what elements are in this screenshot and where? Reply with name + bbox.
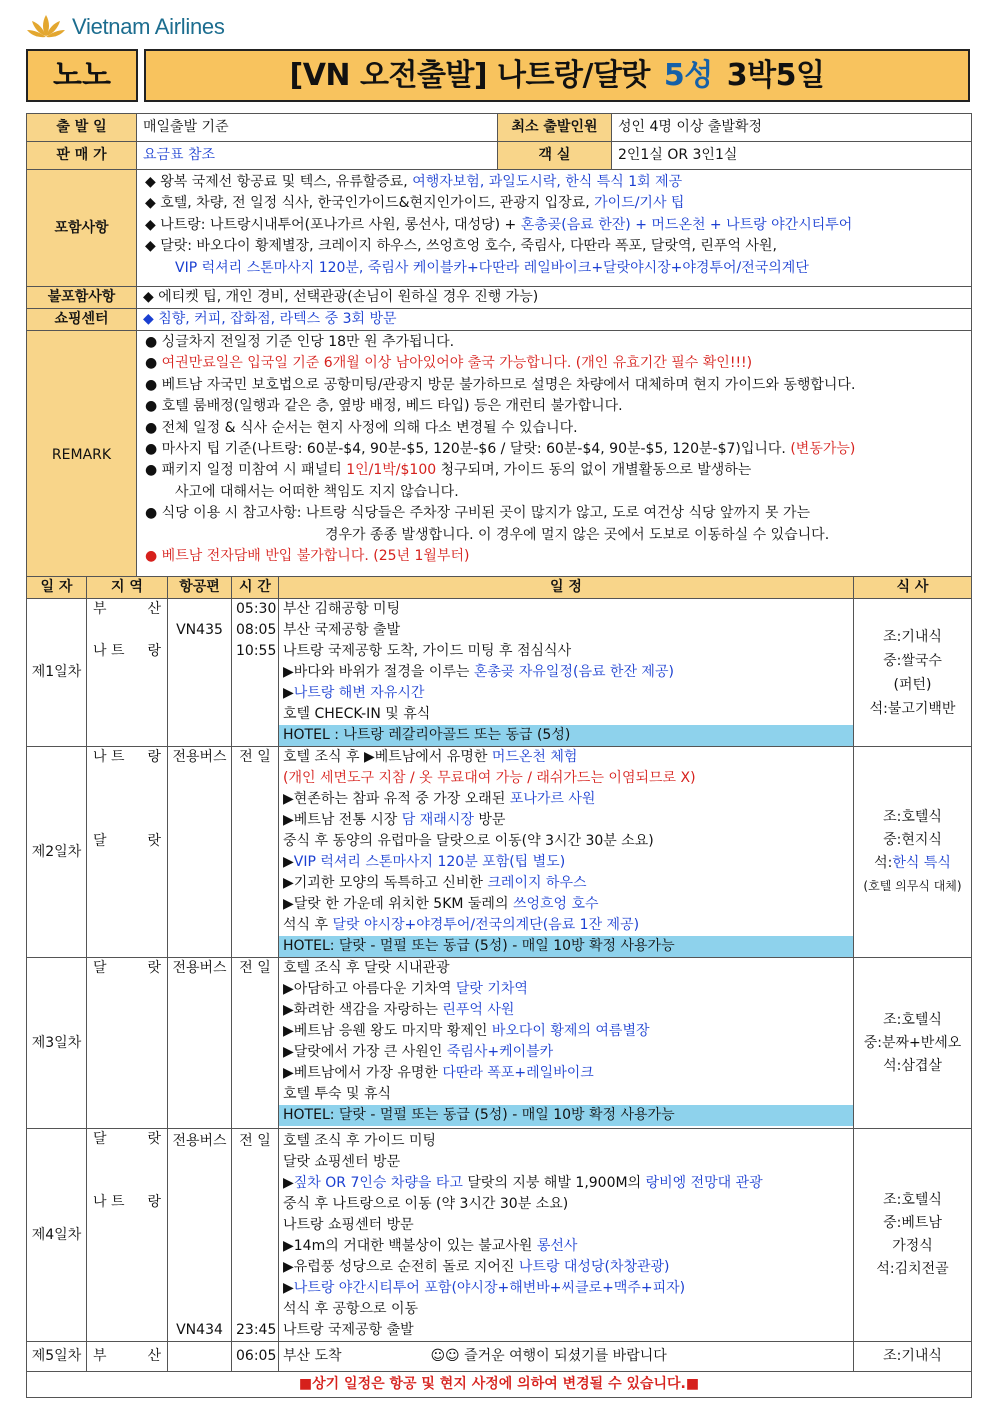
departure-label: 출 발 일 bbox=[27, 114, 137, 142]
excluded-value: ◆ 에티켓 팁, 개인 경비, 선택관광(손님이 원하실 경우 진행 가능) bbox=[137, 287, 972, 309]
day-itinerary: 호텔 조식 후 가이드 미팅 달랏 쇼핑센터 방문 ▶짚차 OR 7인승 차량을 타고 달랏의 지붕 해발 1,900M의 랑비엥 전망대 관광 중식 후 나트랑으로 이동 (약 3시간 30분 소요) 나트랑 쇼핑센터 방문 ▶14m의 거대한 백불상이 있는 불교사원 롱선사 ▶유럽풍 성당으로 순전히 돌로 지어진 나트랑 대성당(차창관광) ▶나트랑 야간시티투어 포함(야시장+해변바+씨클로+맥주+피자) 석식 후 공항으로 이동 나트랑 국제공항 출발 bbox=[279, 1129, 854, 1342]
day-row bbox=[27, 1342, 972, 1372]
shopping-label: 쇼핑센터 bbox=[27, 309, 137, 331]
schedule-table bbox=[26, 576, 972, 1398]
day-times: 전 일 23:45 bbox=[232, 1129, 279, 1342]
day-flight: 전용버스 bbox=[168, 747, 232, 958]
included-extra: VIP 럭셔리 스톤마사지 120분, 죽림사 케이블카+다딴라 레일바이크+달랏야시장+야경투어/전국의계단 bbox=[175, 259, 809, 276]
day-meals: 조:호텔식 중:현지식 석:한식 특식 (호텔 의무식 대체) bbox=[854, 747, 972, 958]
day-meals: 조:기내식 bbox=[854, 1342, 972, 1372]
col-time: 시 간 bbox=[232, 577, 279, 599]
day-row bbox=[27, 958, 972, 1129]
day-meals: 조:호텔식 중:베트남 가정식 석:김치전골 bbox=[854, 1129, 972, 1342]
remark-item: ● 싱글차지 전일정 기준 인당 18만 원 추가됩니다. bbox=[145, 334, 455, 350]
remark-item: ● 베트남 자국민 보호법으로 공항미팅/관광지 방문 불가하므로 설명은 차량에서 대체하며 현지 가이드와 동행합니다. bbox=[145, 376, 856, 393]
schedule-header-row bbox=[27, 577, 972, 599]
remark-continuation: 사고에 대해서는 어떠한 책임도 지지 않습니다. bbox=[175, 483, 459, 500]
day-row bbox=[27, 747, 972, 958]
info-table bbox=[26, 113, 972, 580]
day-meals: 조:기내식 중:쌀국수 (퍼턴) 석:불고기백반 bbox=[854, 599, 972, 747]
day-region: 부 산 나 트 랑 bbox=[87, 599, 168, 747]
min-people-label: 최소 출발인원 bbox=[498, 114, 612, 142]
day-label: 제2일차 bbox=[27, 747, 87, 958]
included-item: ◆ 달랏: 바오다이 황제별장, 크레이지 하우스, 쓰엉흐엉 호수, 죽림사, 다딴라 폭포, 달랏역, 린푸억 사원, bbox=[145, 238, 777, 255]
col-region: 지 역 bbox=[87, 577, 168, 599]
day-flight: VN435 bbox=[168, 599, 232, 747]
day-row bbox=[27, 1129, 972, 1342]
title-prefix: [VN 오전출발] 나트랑/달랏 bbox=[289, 57, 650, 93]
hotel-bar: HOTEL : 나트랑 레갈리아골드 또는 동급 (5성) bbox=[279, 725, 854, 746]
shopping-value: ◆ 침향, 커피, 잡화점, 라텍스 중 3회 방문 bbox=[137, 309, 972, 331]
day-flight bbox=[168, 1342, 232, 1372]
col-day: 일 자 bbox=[27, 577, 87, 599]
included-list bbox=[137, 170, 972, 287]
room-label: 객 실 bbox=[498, 142, 612, 170]
day-label: 제1일차 bbox=[27, 599, 87, 747]
day-label: 제5일차 bbox=[27, 1342, 87, 1372]
farewell-text: ☺☺ 즐거운 여행이 되셨기를 바랍니다 bbox=[430, 1348, 667, 1365]
title-suffix: 3박5일 bbox=[726, 57, 825, 93]
day-times: 06:05 bbox=[232, 1342, 279, 1372]
day-times: 전 일 bbox=[232, 747, 279, 958]
remark-item: ● 식당 이용 시 참고사항: 나트랑 식당들은 주차장 구비된 곳이 많지가 않고, 도로 여건상 식당 앞까지 못 가는 bbox=[145, 505, 811, 522]
day-itinerary: 부산 김해공항 미팅 부산 국제공항 출발 나트랑 국제공항 도착, 가이드 미팅 후 점심식사 ▶바다와 바위가 절경을 이루는 혼총곶 자유일정(음료 한잔 제공) ▶나트랑 해변 자유시간 호텔 CHECK-IN 및 휴식 HOTEL : 나트랑 레갈리아골드 또는 동급 (5성) bbox=[279, 599, 854, 747]
included-item: ◆ 왕복 국제선 항공료 및 텍스, 유류할증료, 여행자보험, 과일도시락, 한식 특식 1회 제공 bbox=[145, 174, 683, 190]
day-itinerary: 호텔 조식 후 ▶베트남에서 유명한 머드온천 체험 (개인 세면도구 지참 / 옷 무료대여 가능 / 래쉬가드는 이염되므로 X) ▶현존하는 참파 유적 중 가장 오래된 포나가르 사원 ▶베트남 전통 시장 담 재래시장 방문 중식 후 동양의 유럽마을 달랏으로 이동(약 3시간 30분 소요) ▶VIP 럭셔리 스톤마사지 120분 포함(팁 별도) ▶기괴한 모양의 독특하고 신비한 크레이지 하우스 ▶달랏 한 가운데 위치한 5KM 둘레의 쓰엉흐엉 호수 석식 후 달랏 야시장+야경투어/전국의계단(음료 1잔 제공) HOTEL: 달랏 - 멀펄 또는 동급 (5성) - 매일 10방 확정 사용가능 bbox=[279, 747, 854, 958]
hotel-bar: HOTEL: 달랏 - 멀펄 또는 동급 (5성) - 매일 10방 확정 사용가능 bbox=[279, 936, 853, 957]
schedule-footer-notice: ■상기 일정은 항공 및 현지 사정에 의하여 변경될 수 있습니다.■ bbox=[27, 1372, 972, 1398]
room-value: 2인1실 OR 3인1실 bbox=[612, 142, 972, 170]
day-region: 부 산 bbox=[87, 1342, 168, 1372]
vietnam-airlines-logo bbox=[26, 10, 225, 44]
hotel-bar: HOTEL: 달랏 - 멀펄 또는 동급 (5성) - 매일 10방 확정 사용가능 bbox=[279, 1105, 853, 1126]
remark-item: ● 여권만료일은 입국일 기준 6개월 이상 남아있어야 출국 가능합니다. (개인 유효기간 필수 확인!!!) bbox=[145, 355, 753, 372]
tour-header bbox=[26, 49, 970, 102]
product-badge: 노노 bbox=[26, 49, 138, 102]
lotus-icon bbox=[26, 12, 66, 42]
remark-item: ● 전체 일정 & 식사 순서는 현지 사정에 의해 다소 변경될 수 있습니다. bbox=[145, 419, 578, 436]
included-item: ◆ 나트랑: 나트랑시내투어(포나가르 사원, 롱선사, 대성당) + 혼총곶(음료 한잔) + 머드온천 + 나트랑 야간시티투어 bbox=[145, 216, 853, 233]
day-region: 달 랏 bbox=[87, 958, 168, 1129]
departure-value: 매일출발 기준 bbox=[137, 114, 498, 142]
day-flight: 전용버스 bbox=[168, 958, 232, 1129]
tour-title bbox=[144, 49, 970, 102]
day-flight: 전용버스 VN434 bbox=[168, 1129, 232, 1342]
remark-item: ● 패키지 일정 미참여 시 패널티 1인/1박/$100 청구되며, 가이드 동의 없이 개별활동으로 발생하는 bbox=[145, 462, 752, 479]
title-accent: 5성 bbox=[663, 57, 713, 93]
remark-item: ● 베트남 전자담배 반입 불가합니다. (25년 1월부터) bbox=[145, 547, 470, 564]
day-label: 제3일차 bbox=[27, 958, 87, 1129]
min-people-value: 성인 4명 이상 출발확정 bbox=[612, 114, 972, 142]
col-flight: 항공편 bbox=[168, 577, 232, 599]
day-meals: 조:호텔식 중:분짜+반세오 석:삼겹살 bbox=[854, 958, 972, 1129]
price-label: 판 매 가 bbox=[27, 142, 137, 170]
remark-label: REMARK bbox=[27, 331, 137, 580]
remark-list bbox=[137, 331, 972, 580]
remark-continuation: 경우가 종종 발생합니다. 이 경우에 멀지 않은 곳에서 도보로 이동하실 수 있습니다. bbox=[325, 526, 830, 543]
price-value: 요금표 참조 bbox=[137, 142, 498, 170]
col-meal: 식 사 bbox=[854, 577, 972, 599]
col-itinerary: 일 정 bbox=[279, 577, 854, 599]
remark-item: ● 호텔 룸배정(일행과 같은 층, 옆방 배정, 베드 타입) 등은 개런티 불가합니다. bbox=[145, 398, 623, 415]
day-times: 전 일 bbox=[232, 958, 279, 1129]
day-region: 달 랏 나 트 랑 bbox=[87, 1129, 168, 1342]
included-label: 포함사항 bbox=[27, 170, 137, 287]
brand-name: Vietnam Airlines bbox=[72, 13, 225, 39]
day-times: 05:30 08:05 10:55 bbox=[232, 599, 279, 747]
day-row bbox=[27, 599, 972, 747]
excluded-label: 불포함사항 bbox=[27, 287, 137, 309]
day-label: 제4일차 bbox=[27, 1129, 87, 1342]
included-item: ◆ 호텔, 차량, 전 일정 식사, 한국인가이드&현지인가이드, 관광지 입장료, 가이드/기사 팁 bbox=[145, 195, 685, 212]
day-region: 나 트 랑 달 랏 bbox=[87, 747, 168, 958]
day-itinerary: 부산 도착 ☺☺ 즐거운 여행이 되셨기를 바랍니다 bbox=[279, 1342, 854, 1372]
day-itinerary: 호텔 조식 후 달랏 시내관광 ▶아담하고 아름다운 기차역 달랏 기차역 ▶화려한 색감을 자랑하는 린푸억 사원 ▶베트남 응웬 왕도 마지막 황제인 바오다이 황제의 여름별장 ▶달랏에서 가장 큰 사원인 죽림사+케이블카 ▶베트남에서 가장 유명한 다딴라 폭포+레일바이크 호텔 투숙 및 휴식 HOTEL: 달랏 - 멀펄 또는 동급 (5성) - 매일 10방 확정 사용가능 bbox=[279, 958, 854, 1129]
remark-item: ● 마사지 팁 기준(나트랑: 60분-$4, 90분-$5, 120분-$6 / 달랏: 60분-$4, 90분-$5, 120분-$7)입니다. (변동가능) bbox=[145, 440, 856, 457]
